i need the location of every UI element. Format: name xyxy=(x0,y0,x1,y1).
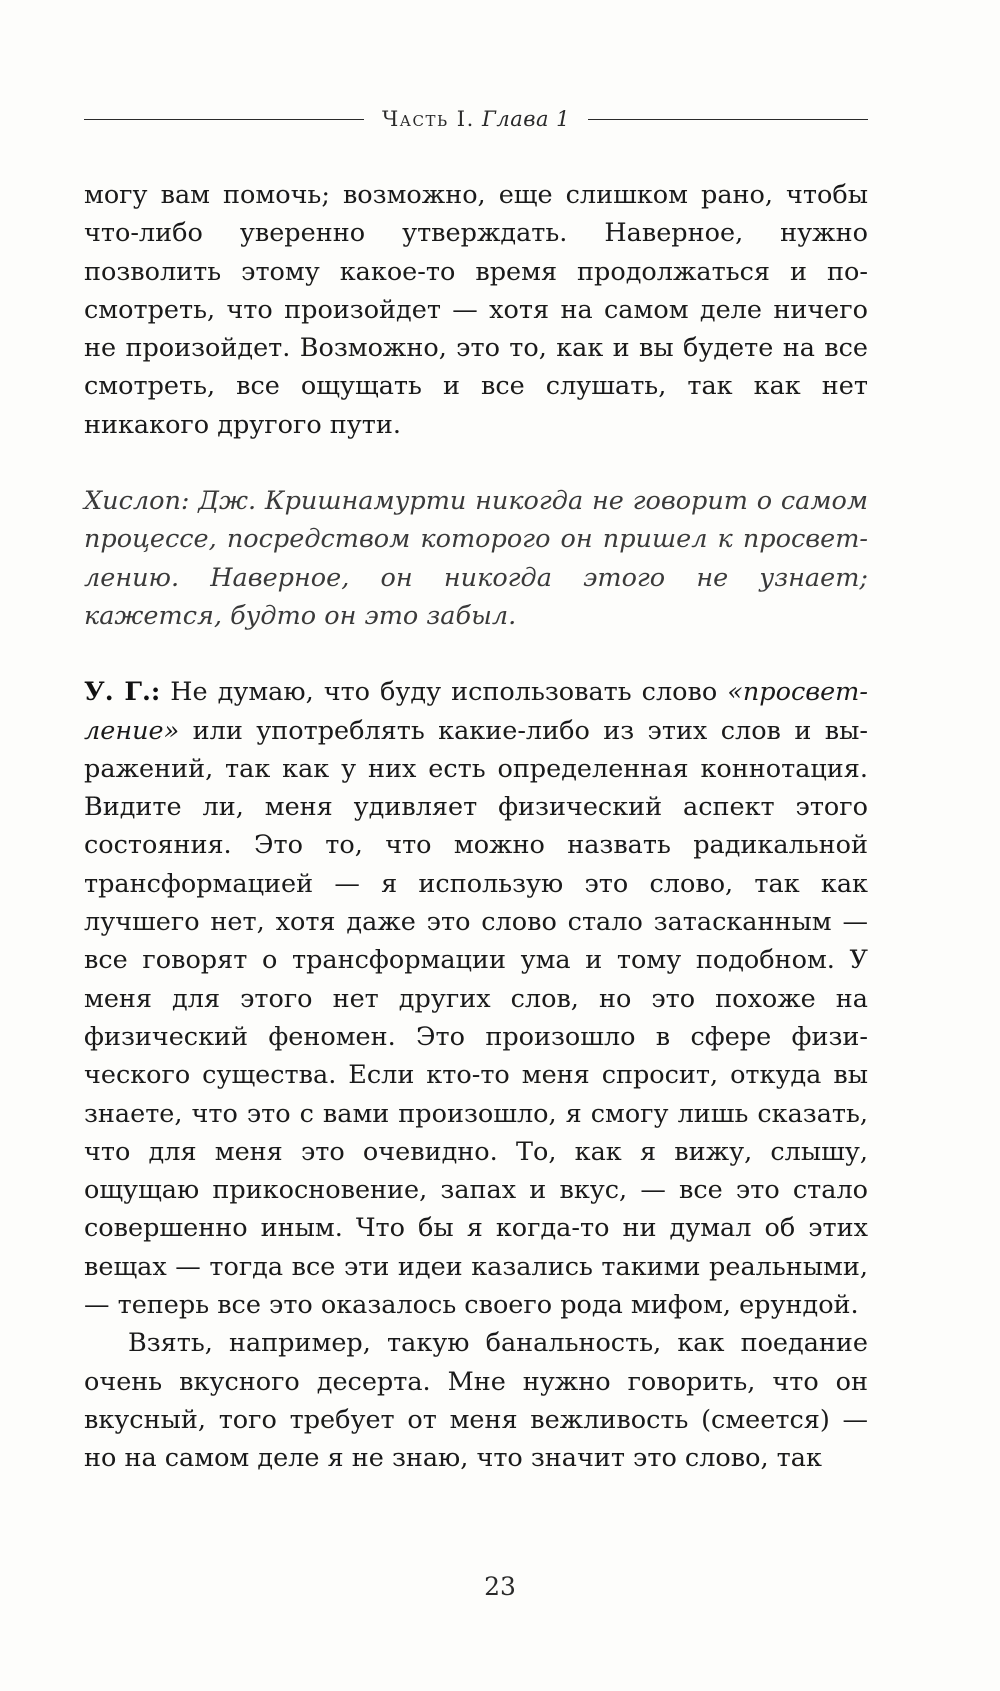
body-text xyxy=(84,176,868,1478)
paragraph-dessert: Взять, например, такую банальность, как поедание очень вкусного десерта. Мне нужно говорить, что он вкусный, того требует от меня вежливость (смеется) — но на самом деле я не знаю, что значит это слово, так xyxy=(84,1328,868,1474)
quoted-term: «просветление» xyxy=(84,677,868,746)
paragraph-gap xyxy=(84,444,868,482)
answer-text-rest: или употреблять какие-либо из этих слов и выражений, так как у них есть определенная коннотация. Видите ли, меня удивляет физический аспект этого состояния. Это то, что можно назвать радикальной трансформацией — я использую это слово, так как лучшего нет, хотя даже это слово стало затасканным — все говорят о трансформации ума и тому подобном. У меня для этого нет других слов, но это похоже на физический феномен. Это произошло в сфере физического существа. Если кто-то меня спросит, откуда вы знаете, что это с вами произошло, я смогу лишь сказать, что для меня это очевидно. То, как я вижу, слышу, ощущаю прикосновение, запах и вкус, — все это стало совершенно иным. Что бы я когда-то ни думал об этих вещах — тогда все эти идеи казались такими реальными, — теперь все это оказалось своего рода мифом, ерундой. xyxy=(84,715,868,1321)
paragraph-gap xyxy=(84,635,868,673)
paragraph-continuation: могу вам помочь; возможно, еще слишком рано, чтобы что-либо уверенно утверждать. Наверное, нужно позволить этому какое-то время продолжаться и посмотреть, что произойдет — хотя на самом деле ничего не произойдет. Возможно, это то, как и вы будете на все смотреть, все ощущать и все слушать, так как нет никакого другого пути. xyxy=(84,180,868,440)
answer-paragraph xyxy=(84,673,868,1324)
header-rule-left xyxy=(84,119,364,120)
header-chapter: Глава 1 xyxy=(481,107,571,131)
header-title xyxy=(364,107,588,131)
answer-text-start: Не думаю, что буду использовать слово xyxy=(160,677,728,708)
page-number: 23 xyxy=(484,1572,516,1601)
speaker-label: У. Г.: xyxy=(84,677,161,708)
header-rule-right xyxy=(588,119,868,120)
header-part: Часть I. xyxy=(381,107,475,131)
interviewer-question: Хислоп: Дж. Кришнамурти никогда не говорит о самом процессе, посредством которого он пришел к просветлению. Наверное, он никогда этого не узнает; кажется, будто он это забыл. xyxy=(84,486,868,631)
running-header xyxy=(84,98,868,140)
